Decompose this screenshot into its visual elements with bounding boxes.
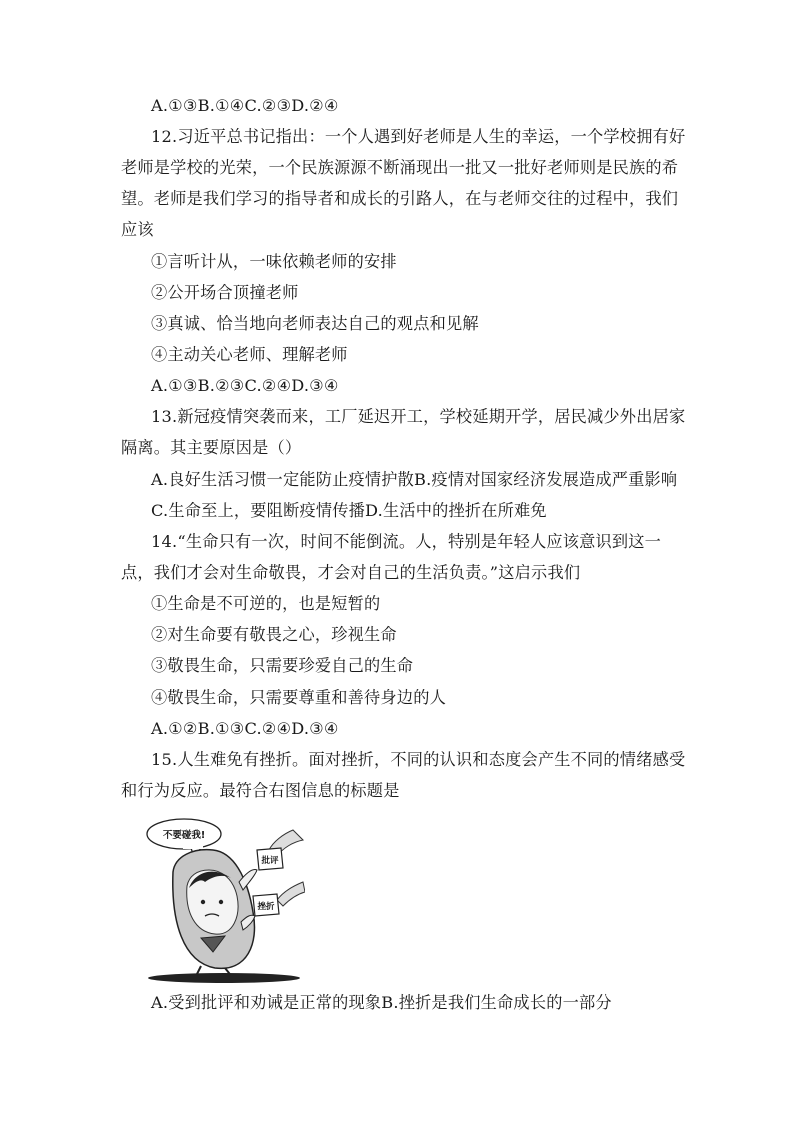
q12-options: A.①③B.②③C.②④D.③④: [151, 376, 339, 395]
ground-shadow: [148, 973, 300, 983]
q12-stem-line-3: 望。老师是我们学习的指导者和成长的引路人，在与老师交往的过程中，我们: [121, 189, 679, 208]
q14-stem-line-1: 14.“生命只有一次，时间不能倒流。人，特别是年轻人应该意识到这一: [151, 532, 662, 551]
q15-stem-line-2: 和行为反应。最符合右图信息的标题是: [121, 781, 400, 800]
q13-stem-line-2: 隔离。其主要原因是（）: [121, 438, 302, 457]
q12-statement-4: ④主动关心老师、理解老师: [151, 345, 348, 364]
q12-stem-line-1: 12.习近平总书记指出：一个人遇到好老师是人生的幸运，一个学校拥有好: [151, 127, 686, 146]
q12-stem-line-4: 应该: [121, 220, 154, 239]
setback-tag: [253, 894, 279, 916]
q14-options: A.①②B.①③C.②④D.③④: [151, 719, 339, 738]
cartoon-egg-figure: [143, 812, 305, 984]
q13-stem-line-1: 13.新冠疫情突袭而来，工厂延迟开工，学校延期开学，居民减少外出居家: [151, 407, 686, 426]
q15-options: A.受到批评和劝诫是正常的现象B.挫折是我们生命成长的一部分: [151, 993, 612, 1012]
criticism-tag: [257, 848, 283, 870]
tag-criticism-text: 批评: [261, 856, 279, 866]
q14-statement-4: ④敬畏生命，只需要尊重和善待身边的人: [151, 688, 446, 707]
q12-statement-1: ①言听计从，一味依赖老师的安排: [151, 252, 397, 271]
q15-stem-line-1: 15.人生难免有挫折。面对挫折，不同的认识和态度会产生不同的情绪感受: [151, 750, 686, 769]
q12-stem-line-2: 老师是学校的光荣，一个民族源源不断涌现出一批又一批好老师则是民族的希: [121, 158, 679, 177]
q14-statement-3: ③敬畏生命，只需要珍爱自己的生命: [151, 656, 414, 675]
q12-statement-3: ③真诚、恰当地向老师表达自己的观点和见解: [151, 314, 479, 333]
tag-setback-text: 挫折: [257, 902, 275, 912]
q11-options: A.①③B.①④C.②③D.②④: [151, 96, 339, 115]
q13-options-line-2: C.生命至上，要阻断疫情传播D.生活中的挫折在所难免: [151, 501, 547, 520]
bubble-text: 不要碰我!: [162, 830, 206, 841]
q14-statement-2: ②对生命要有敬畏之心，珍视生命: [151, 625, 397, 644]
q14-stem-line-2: 点，我们才会对生命敬畏，才会对自己的生活负责。”这启示我们: [121, 563, 581, 582]
egg-character: [173, 850, 257, 978]
q12-statement-2: ②公开场合顶撞老师: [151, 283, 299, 302]
q14-statement-1: ①生命是不可逆的，也是短暂的: [151, 594, 381, 613]
q13-options-line-1: A.良好生活习惯一定能防止疫情护散B.疫情对国家经济发展造成严重影响: [151, 470, 678, 489]
